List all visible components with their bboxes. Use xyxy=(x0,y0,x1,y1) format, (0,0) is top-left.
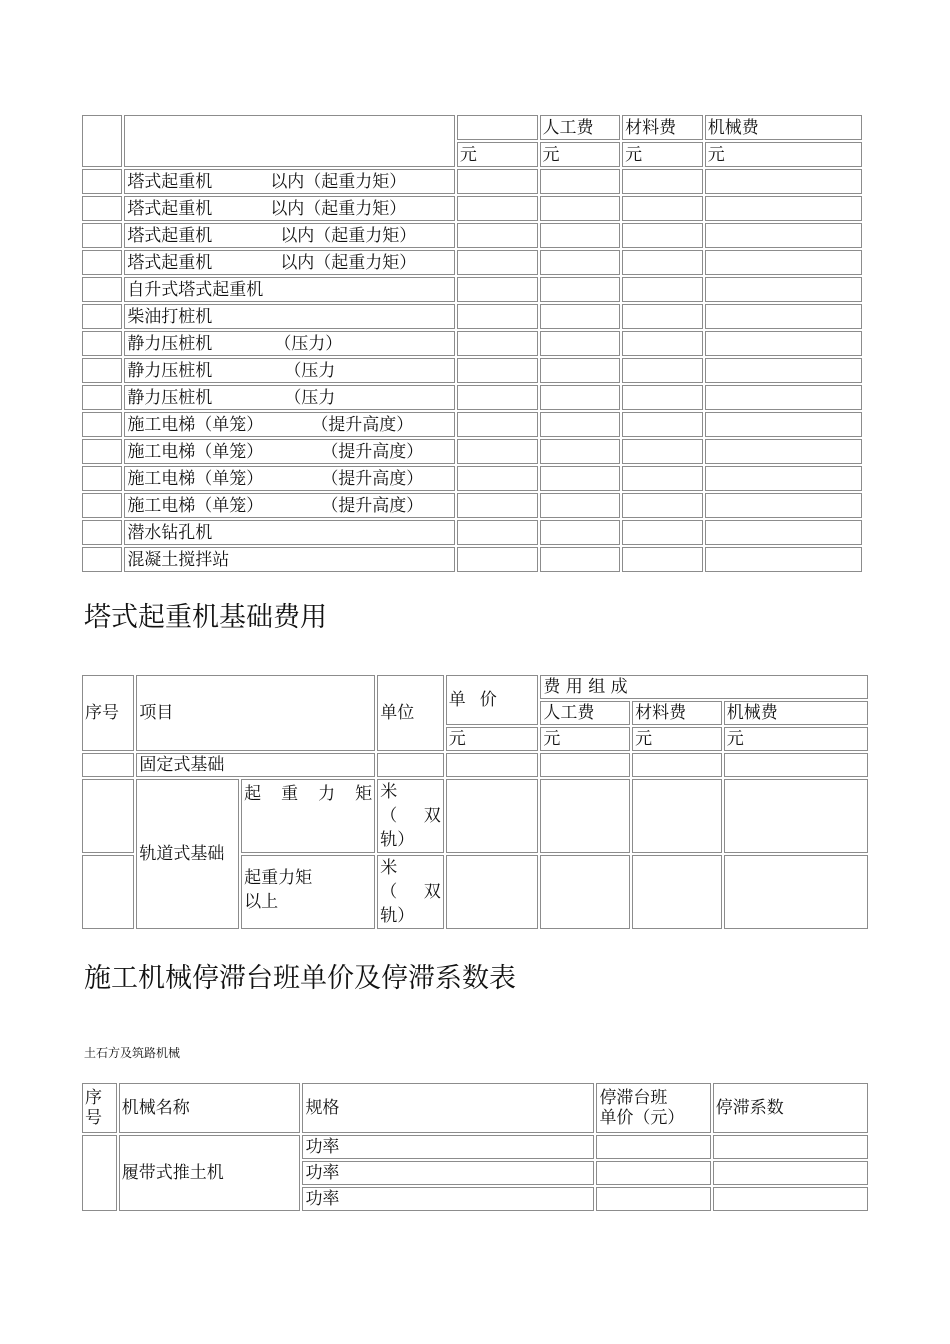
rail-base-cell: 轨道式基础 xyxy=(136,779,239,929)
labor-cell xyxy=(540,277,621,302)
price-cell xyxy=(457,493,538,518)
material-cell xyxy=(622,466,703,491)
price-cell xyxy=(457,439,538,464)
machine-spec-note: （压力 xyxy=(284,360,336,381)
price-cell xyxy=(457,223,538,248)
material-cell xyxy=(622,304,703,329)
machine-spec-note: 以内（起重力矩） xyxy=(270,171,407,192)
material-header: 材料费 xyxy=(632,701,722,725)
material-cell xyxy=(622,250,703,275)
machine-name: 塔式起重机 xyxy=(127,252,213,273)
price-cell xyxy=(446,753,539,777)
seq-cell xyxy=(82,779,134,853)
seq-line: 序 xyxy=(85,1088,102,1108)
material-cell xyxy=(622,196,703,221)
seq-cell xyxy=(82,412,122,437)
spec-cell: 功率 xyxy=(302,1135,594,1159)
seq-cell xyxy=(82,753,134,777)
table-row xyxy=(82,385,862,410)
machine-spec-note: （提升高度） xyxy=(321,441,424,462)
unit-yuan: 元 xyxy=(540,727,630,751)
table-row xyxy=(82,493,862,518)
seq-cell xyxy=(82,439,122,464)
machine-cell xyxy=(705,493,862,518)
rail-sub2-cell xyxy=(241,855,375,929)
idle-coef-cell xyxy=(713,1135,868,1159)
spec-header: 规格 xyxy=(302,1083,594,1133)
machine-name-cell xyxy=(124,547,455,572)
material-header: 材料费 xyxy=(622,115,703,140)
labor-header: 人工费 xyxy=(540,115,621,140)
price-cell xyxy=(457,250,538,275)
composition-header: 费 用 组 成 xyxy=(540,675,868,699)
machine-name: 混凝土搅拌站 xyxy=(127,549,230,570)
seq-cell xyxy=(82,250,122,275)
price-cell xyxy=(446,779,539,853)
table-row xyxy=(82,1135,868,1159)
fixed-base-cell: 固定式基础 xyxy=(136,753,375,777)
table-row xyxy=(82,547,862,572)
machine-cell xyxy=(705,169,862,194)
machine-cell xyxy=(705,547,862,572)
price-char: 单 xyxy=(448,690,466,710)
price-cell xyxy=(457,466,538,491)
machine-name: 静力压桩机 xyxy=(127,333,213,354)
seq-line: 号 xyxy=(85,1108,102,1128)
unit-line: 米 xyxy=(380,858,398,878)
price-cell xyxy=(457,412,538,437)
unit-yuan: 元 xyxy=(724,727,868,751)
material-cell xyxy=(632,779,722,853)
table-row xyxy=(82,466,862,491)
table-row xyxy=(82,223,862,248)
seq-cell xyxy=(82,196,122,221)
material-cell xyxy=(622,412,703,437)
table-row xyxy=(82,412,862,437)
machine-name-cell xyxy=(124,385,455,410)
table-row xyxy=(82,250,862,275)
unit-rail: 双 xyxy=(423,806,441,826)
material-cell xyxy=(632,855,722,929)
price-line: 停滞台班 xyxy=(599,1088,668,1108)
machine-cell xyxy=(724,779,868,853)
idle-coef-header: 停滞系数 xyxy=(713,1083,868,1133)
machine-header: 机械费 xyxy=(724,701,868,725)
machine-cell xyxy=(705,196,862,221)
price-header xyxy=(446,675,539,725)
labor-cell xyxy=(540,855,630,929)
sub2-line: 以上 xyxy=(244,892,279,912)
unit-header: 单位 xyxy=(377,675,444,751)
labor-cell xyxy=(540,779,630,853)
machine-name: 施工电梯（单笼） xyxy=(127,468,264,489)
machine-spec-note: 以内（起重力矩） xyxy=(280,225,417,246)
table-header-row xyxy=(82,1083,868,1133)
machine-cell xyxy=(705,223,862,248)
labor-cell xyxy=(540,331,621,356)
price-char: 价 xyxy=(479,690,497,710)
labor-cell xyxy=(540,466,621,491)
labor-cell xyxy=(540,223,621,248)
machine-name: 柴油打桩机 xyxy=(127,306,213,327)
idle-price-header xyxy=(596,1083,710,1133)
machine-name-cell xyxy=(124,439,455,464)
price-cell xyxy=(457,385,538,410)
labor-cell xyxy=(540,358,621,383)
idle-price-cell xyxy=(596,1161,710,1185)
machine-cell xyxy=(705,304,862,329)
machine-cell xyxy=(724,753,868,777)
unit-yuan: 元 xyxy=(622,142,703,167)
labor-header: 人工费 xyxy=(540,701,630,725)
price-line: 单价（元） xyxy=(599,1108,685,1128)
price-cell xyxy=(446,855,539,929)
machine-header: 机械费 xyxy=(705,115,862,140)
idle-rate-table xyxy=(80,1081,870,1213)
unit-paren: （ xyxy=(380,882,398,902)
idle-coef-cell xyxy=(713,1161,868,1185)
seq-cell xyxy=(82,358,122,383)
unit-yuan: 元 xyxy=(705,142,862,167)
spread-char: 矩 xyxy=(355,784,373,804)
idle-coef-cell xyxy=(713,1187,868,1211)
material-cell xyxy=(622,385,703,410)
labor-cell xyxy=(540,439,621,464)
seq-cell xyxy=(82,223,122,248)
machine-name: 静力压桩机 xyxy=(127,360,213,381)
machine-name-header: 机械名称 xyxy=(119,1083,301,1133)
table-header-row xyxy=(82,115,862,140)
machine-name-cell xyxy=(124,304,455,329)
machine-spec-note: （压力 xyxy=(284,387,336,408)
seq-cell xyxy=(82,331,122,356)
machine-name: 施工电梯（单笼） xyxy=(127,441,264,462)
machine-cell xyxy=(705,331,862,356)
seq-cell xyxy=(82,385,122,410)
table-row xyxy=(82,196,862,221)
material-cell xyxy=(622,169,703,194)
table-row xyxy=(82,753,868,777)
section-title: 塔式起重机基础费用 xyxy=(84,602,327,633)
machine-name: 静力压桩机 xyxy=(127,387,213,408)
price-header-cell xyxy=(457,115,538,140)
rail-sub1-cell xyxy=(241,779,375,853)
seq-cell xyxy=(82,547,122,572)
price-cell xyxy=(457,196,538,221)
price-cell xyxy=(457,358,538,383)
price-cell xyxy=(457,331,538,356)
table-row xyxy=(82,439,862,464)
unit-line: 轨） xyxy=(380,830,415,850)
material-cell xyxy=(632,753,722,777)
table-header-row xyxy=(82,675,868,699)
seq-header: 序号 xyxy=(82,675,134,751)
price-cell xyxy=(457,547,538,572)
seq-header-cell xyxy=(82,115,122,167)
table-row xyxy=(82,520,862,545)
unit-cell xyxy=(377,753,444,777)
unit-rail: 双 xyxy=(423,882,441,902)
seq-cell xyxy=(82,493,122,518)
machine-name-cell xyxy=(124,196,455,221)
material-cell xyxy=(622,331,703,356)
material-cell xyxy=(622,520,703,545)
section-title: 施工机械停滞台班单价及停滞系数表 xyxy=(84,963,516,994)
machine-name-cell xyxy=(124,277,455,302)
labor-cell xyxy=(540,493,621,518)
labor-cell xyxy=(540,520,621,545)
machine-name: 潜水钻孔机 xyxy=(127,522,213,543)
seq-cell xyxy=(82,277,122,302)
machine-name: 施工电梯（单笼） xyxy=(127,414,264,435)
labor-cell xyxy=(540,547,621,572)
machine-name-cell xyxy=(124,169,455,194)
material-cell xyxy=(622,358,703,383)
machine-name: 施工电梯（单笼） xyxy=(127,495,264,516)
price-cell xyxy=(457,277,538,302)
labor-cell xyxy=(540,304,621,329)
machine-name-cell xyxy=(124,250,455,275)
machine-spec-note: 以内（起重力矩） xyxy=(270,198,407,219)
spread-char: 重 xyxy=(281,784,299,804)
idle-price-cell xyxy=(596,1187,710,1211)
price-cell xyxy=(457,304,538,329)
material-cell xyxy=(622,223,703,248)
table-row xyxy=(82,277,862,302)
item-header: 项目 xyxy=(136,675,375,751)
unit-yuan: 元 xyxy=(540,142,621,167)
machine-cell xyxy=(705,358,862,383)
machine-cell xyxy=(705,439,862,464)
material-cell xyxy=(622,493,703,518)
table-row xyxy=(82,304,862,329)
seq-cell xyxy=(82,520,122,545)
unit-yuan: 元 xyxy=(457,142,538,167)
unit-line: 轨） xyxy=(380,906,415,926)
idle-price-cell xyxy=(596,1135,710,1159)
machine-name-cell: 履带式推土机 xyxy=(119,1135,301,1211)
table-row xyxy=(82,779,868,853)
spec-cell: 功率 xyxy=(302,1187,594,1211)
table-row xyxy=(82,331,862,356)
machine-cell xyxy=(705,520,862,545)
seq-cell xyxy=(82,304,122,329)
material-cell xyxy=(622,277,703,302)
seq-header xyxy=(82,1083,117,1133)
unit-line: 米 xyxy=(380,782,398,802)
labor-cell xyxy=(540,753,630,777)
labor-cell xyxy=(540,169,621,194)
unit-yuan: 元 xyxy=(632,727,722,751)
machine-name: 自升式塔式起重机 xyxy=(127,279,264,300)
labor-cell xyxy=(540,250,621,275)
machine-name: 塔式起重机 xyxy=(127,171,213,192)
machine-cell xyxy=(705,412,862,437)
machine-cost-table xyxy=(80,113,864,574)
machine-name: 塔式起重机 xyxy=(127,198,213,219)
rail-unit-cell xyxy=(377,855,444,929)
foundation-cost-table xyxy=(80,673,870,931)
labor-cell xyxy=(540,196,621,221)
seq-cell xyxy=(82,855,134,929)
name-header-cell xyxy=(124,115,455,167)
spread-char: 力 xyxy=(318,784,336,804)
machine-spec-note: （压力） xyxy=(274,333,343,354)
price-cell xyxy=(457,169,538,194)
seq-cell xyxy=(82,466,122,491)
machine-cell xyxy=(705,277,862,302)
machine-name-cell xyxy=(124,493,455,518)
machine-cell xyxy=(705,466,862,491)
machine-cell xyxy=(724,855,868,929)
machine-name: 塔式起重机 xyxy=(127,225,213,246)
machine-name-cell xyxy=(124,466,455,491)
labor-cell xyxy=(540,412,621,437)
unit-yuan: 元 xyxy=(446,727,539,751)
table-row xyxy=(82,358,862,383)
machine-name-cell xyxy=(124,358,455,383)
material-cell xyxy=(622,439,703,464)
machine-name-cell xyxy=(124,331,455,356)
machine-spec-note: （提升高度） xyxy=(321,495,424,516)
machine-spec-note: （提升高度） xyxy=(321,468,424,489)
seq-cell xyxy=(82,1135,117,1211)
machine-spec-note: 以内（起重力矩） xyxy=(280,252,417,273)
seq-cell xyxy=(82,169,122,194)
machine-name-cell xyxy=(124,412,455,437)
machine-name-cell xyxy=(124,223,455,248)
spec-cell: 功率 xyxy=(302,1161,594,1185)
machine-spec-note: （提升高度） xyxy=(311,414,414,435)
machine-cell xyxy=(705,385,862,410)
material-cell xyxy=(622,547,703,572)
machine-name-cell xyxy=(124,520,455,545)
section-subtitle: 土石方及筑路机械 xyxy=(84,1046,181,1060)
price-cell xyxy=(457,520,538,545)
spread-char: 起 xyxy=(244,784,262,804)
table-row xyxy=(82,169,862,194)
unit-paren: （ xyxy=(380,806,398,826)
rail-unit-cell xyxy=(377,779,444,853)
sub2-line: 起重力矩 xyxy=(244,868,313,888)
machine-cell xyxy=(705,250,862,275)
labor-cell xyxy=(540,385,621,410)
